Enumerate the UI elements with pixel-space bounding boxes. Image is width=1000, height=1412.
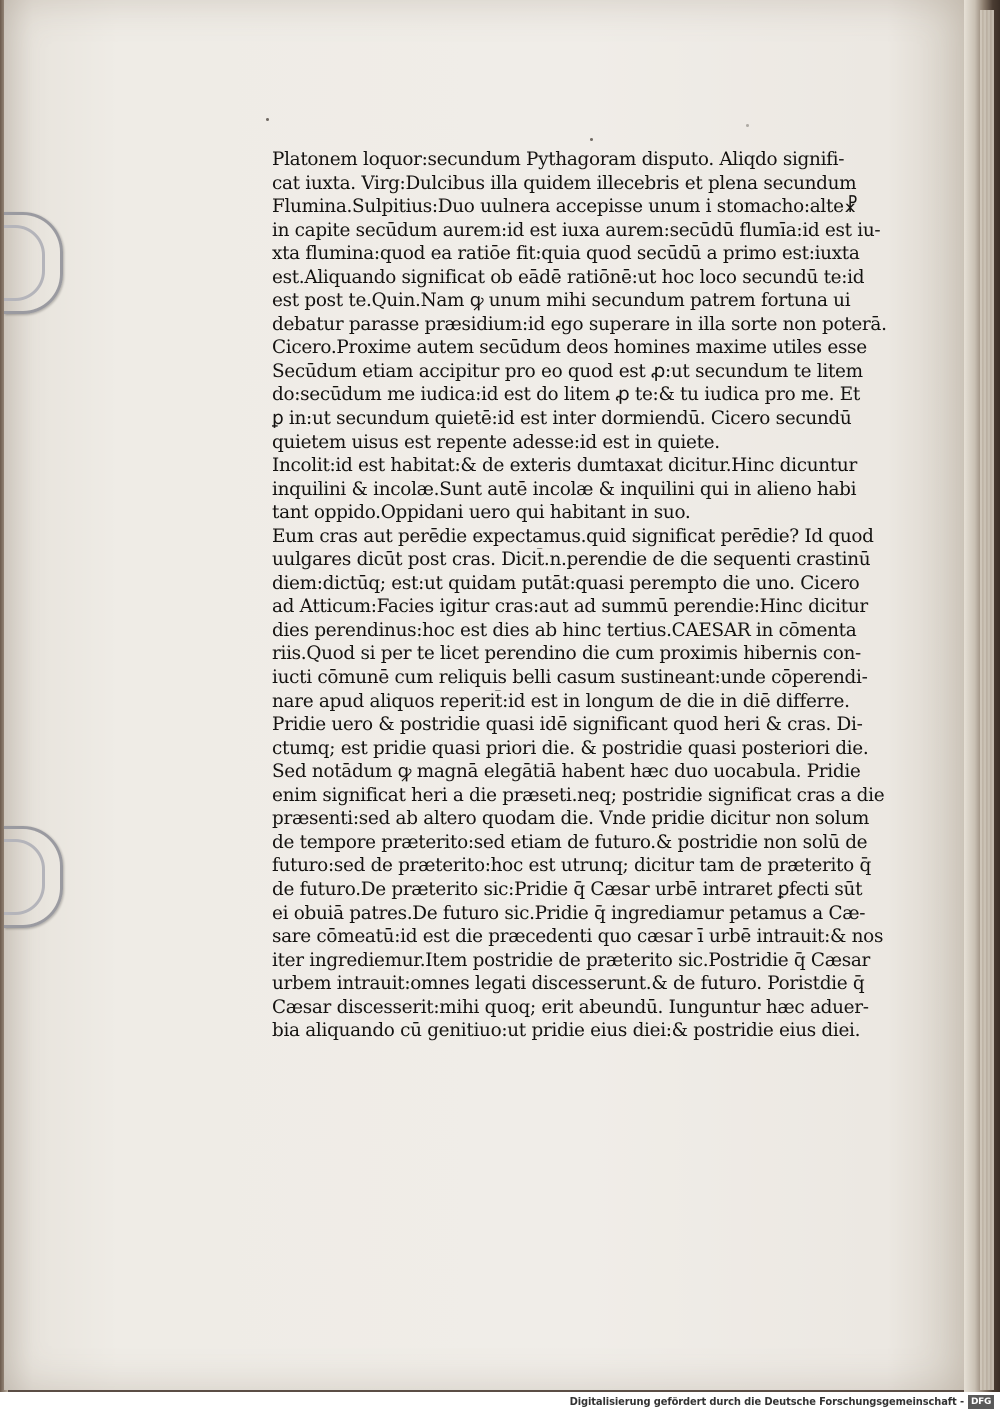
text-line: do:secūdum me iudica:id est do litem ꝓ te:& tu iudica pro me. Et: [272, 384, 860, 406]
text-line: inquilini & incolæ.Sunt autē incolæ & inquilini qui in alieno habi: [272, 478, 857, 500]
text-line: cat iuxta. Virg:Dulcibus illa quidem illecebris et plena secundum: [272, 172, 857, 194]
text-line: diem:dictūq; est:ut quidam putāt:quasi perempto die uno. Cicero: [272, 572, 860, 594]
text-line: præsenti:sed ab altero quodam die. Vnde pridie dicitur non solum: [272, 808, 870, 830]
text-line: de tempore præterito:sed etiam de futuro.& postridie non solū de: [272, 831, 868, 853]
text-line: iter ingrediemur.Item postridie de præterito sic.Postridie q̄ Cæsar: [272, 949, 870, 971]
text-line: xta flumina:quod ea ratiōe fit:quia quod secūdū a primo est:iuxta: [272, 243, 860, 265]
text-line: Cæsar discesserit:mihi quoq; erit abeundū. Iunguntur hæc aduer-: [272, 996, 869, 1018]
text-line: Platonem loquor:secundum Pythagoram disputo. Aliqdo signifi-: [272, 149, 845, 170]
text-line: quietem uisus est repente adesse:id est in quiete.: [272, 431, 720, 453]
text-line: Secūdum etiam accipitur pro eo quod est ꝓ:ut secundum te litem: [272, 360, 863, 382]
paper-clip-bottom: [4, 826, 63, 928]
text-line: urbem intrauit:omnes legati discesserunt.& de futuro. Poristdie q̄: [272, 973, 865, 995]
text-line: ctumq; est pridie quasi priori die. & postridie quasi posteriori die.: [272, 737, 869, 759]
text-line: Cicero.Proxime autem secūdum deos homines maxime utiles esse: [272, 337, 867, 359]
text-line: sare cōmeatū:id est die præcedenti quo cæsar ī urbē intrauit:& nos: [272, 926, 884, 948]
text-line: de futuro.De præterito sic:Pridie q̄ Cæsar urbē intraret ꝑfecti sūt: [272, 878, 863, 900]
text-line: uulgares dicūt post cras. Dicit̄.n.perendie de die sequenti crastinū: [272, 549, 871, 571]
footer-bar: [0, 1392, 1000, 1412]
text-line: Incolit:id est habitat:& de exteris dumtaxat dicitur.Hinc dicuntur: [272, 455, 857, 477]
funding-credit: Digitalisierung gefördert durch die Deutsche Forschungsgemeinschaft -: [569, 1395, 964, 1408]
text-line: est.Aliquando significat ob eādē ratiōnē:ut hoc loco secundū te:id: [272, 266, 865, 288]
text-line: Eum cras aut perēdie expectamus.quid significat perēdie? Id quod: [272, 525, 874, 547]
text-line: debatur parasse præsidium:id ego superare in illa sorte non poterā.: [272, 313, 887, 335]
text-line: futuro:sed de præterito:hoc est utrunq; dicitur tam de præterito q̄: [272, 855, 871, 877]
text-line: nare apud aliquos reperit̄:id est in longum de die in diē differre.: [272, 690, 850, 712]
text-line: Sed notādum ꝙ magnā elegātiā habent hæc duo uocabula. Pridie: [272, 761, 861, 783]
dfg-logo: DFG: [968, 1395, 994, 1409]
ink-speck: [590, 138, 593, 141]
text-line: tant oppido.Oppidani uero qui habitant in suo.: [272, 502, 691, 524]
text-line: bia aliquando cū genitiuo:ut pridie eius diei:& postridie eius diei.: [272, 1020, 861, 1042]
page-text: [272, 148, 910, 1043]
text-line: ei obuiā patres.De futuro sic.Pridie q̄ ingrediamur petamus a Cæ-: [272, 902, 866, 924]
text-line: ad Atticum:Facies igitur cras:aut ad summū perendie:Hinc dicitur: [272, 596, 868, 618]
ink-speck: [266, 118, 269, 121]
text-line: ꝑ in:ut secundum quietē:id est inter dormiendū. Cicero secundū: [272, 408, 852, 430]
page-stack: [980, 10, 994, 1390]
ink-speck: [746, 124, 749, 127]
text-line: est post te.Quin.Nam ꝙ unum mihi secundum patrem fortuna ui: [272, 290, 851, 312]
paper-clip-top: [4, 212, 63, 314]
text-line: iucti cōmunē cum reliquis belli casum sustineant:unde cōperendi-: [272, 667, 868, 689]
text-line: in capite secūdum aurem:id est iuxa aurem:secūdū flumīa:id est iu-: [272, 219, 881, 241]
text-line: enim significat heri a die præseti.neq; postridie significat cras a die: [272, 784, 885, 806]
text-line: dies perendinus:hoc est dies ab hinc tertius.CAESAR in cōmenta: [272, 619, 857, 641]
text-line: Pridie uero & postridie quasi idē significant quod heri & cras. Di-: [272, 714, 863, 736]
text-line: riis.Quod si per te licet perendino die cum proximis hibernis con-: [272, 643, 861, 665]
text-line: Flumina.Sulpitius:Duo uulnera accepisse unum i stomacho:alte☧: [272, 196, 858, 218]
book-page: [4, 0, 964, 1390]
